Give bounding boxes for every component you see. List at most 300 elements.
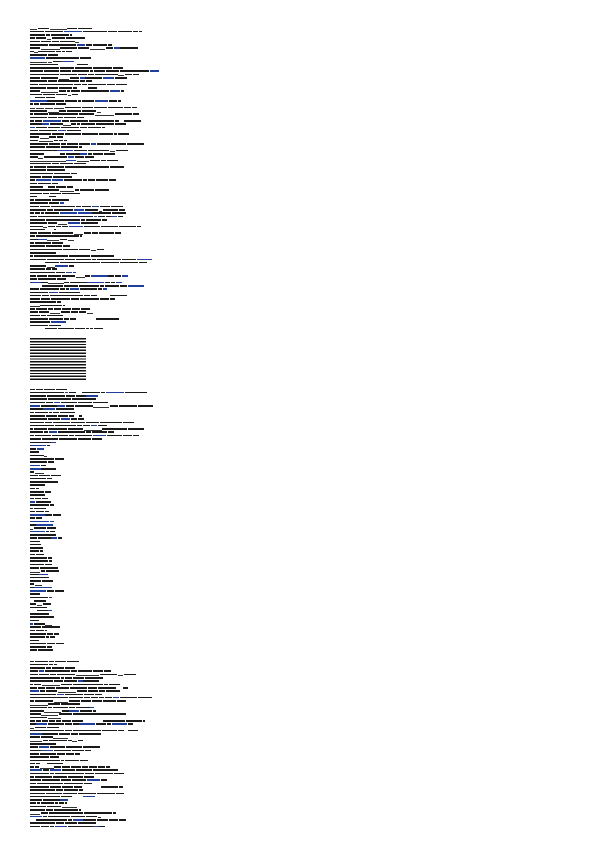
- text-run: [132, 428, 138, 430]
- link-text[interactable]: [58, 130, 66, 132]
- text-run: [133, 113, 139, 115]
- link-text[interactable]: [103, 288, 106, 290]
- text-run: [106, 259, 121, 261]
- text-run: [76, 395, 86, 397]
- text-run: [62, 199, 69, 201]
- link-text[interactable]: [51, 537, 57, 539]
- text-run: [30, 587, 34, 589]
- text-run: [49, 740, 63, 742]
- link-text[interactable]: [74, 209, 84, 211]
- link-text[interactable]: [39, 670, 44, 672]
- text-run: [34, 508, 46, 510]
- text-run: [44, 70, 59, 72]
- text-run: [109, 684, 120, 686]
- link-text[interactable]: [30, 816, 42, 818]
- text-run: [30, 123, 38, 125]
- text-run: [30, 140, 38, 142]
- text-run: [68, 819, 72, 821]
- link-text[interactable]: [114, 47, 120, 49]
- text-run: [96, 723, 106, 725]
- link-text[interactable]: [60, 212, 77, 214]
- text-run: [100, 422, 105, 424]
- text-run: [66, 809, 78, 811]
- text-run: [122, 259, 136, 261]
- text-run: [57, 84, 73, 86]
- text-run: [82, 766, 89, 768]
- link-text[interactable]: [77, 44, 85, 46]
- text-run: [92, 212, 111, 214]
- link-text[interactable]: [94, 216, 98, 218]
- text-run: [69, 697, 84, 699]
- text-run: [30, 541, 40, 543]
- link-text[interactable]: [39, 574, 47, 576]
- link-text[interactable]: [51, 442, 56, 444]
- link-text[interactable]: [78, 212, 92, 214]
- text-run: [41, 282, 47, 284]
- text-run: [30, 37, 35, 39]
- text-run: [64, 789, 78, 791]
- text-run: [58, 415, 69, 417]
- text-run: [49, 664, 53, 666]
- link-text[interactable]: [30, 501, 35, 503]
- text-run: [30, 163, 46, 165]
- text-run: [39, 613, 49, 615]
- link-text[interactable]: [93, 435, 106, 437]
- link-text[interactable]: [30, 769, 42, 771]
- text-run: [30, 90, 40, 92]
- text-run: [38, 232, 52, 234]
- text-run: [45, 564, 52, 566]
- text-run: [59, 713, 72, 715]
- text-run: [104, 670, 111, 672]
- text-run: [46, 730, 64, 732]
- link-text[interactable]: [30, 127, 35, 129]
- text-run: [36, 630, 44, 632]
- text-run: [57, 31, 63, 33]
- link-text[interactable]: [30, 531, 45, 533]
- text-run: [78, 418, 84, 420]
- text-run: [46, 793, 63, 795]
- text-run: [30, 315, 40, 317]
- text-run: [61, 703, 67, 705]
- link-text[interactable]: [55, 826, 67, 828]
- text-run: [34, 103, 39, 105]
- text-run: [46, 268, 51, 270]
- link-text[interactable]: [30, 733, 42, 735]
- link-text[interactable]: [30, 57, 45, 59]
- text-run: [70, 318, 77, 320]
- text-run: [50, 249, 62, 251]
- text-run: [30, 418, 47, 420]
- text-run: [39, 311, 50, 313]
- text-run: [90, 70, 94, 72]
- link-text[interactable]: [36, 723, 47, 725]
- link-text[interactable]: [50, 521, 54, 523]
- text-run: [48, 117, 57, 119]
- link-text[interactable]: [30, 282, 41, 284]
- link-text[interactable]: [66, 160, 76, 162]
- text-run: [34, 113, 49, 115]
- text-run: [45, 468, 56, 470]
- link-text[interactable]: [65, 392, 69, 394]
- text-run: [30, 398, 47, 400]
- link-text[interactable]: [48, 610, 52, 612]
- link-text[interactable]: [49, 431, 57, 433]
- text-run: [30, 272, 38, 274]
- text-run: [63, 249, 78, 251]
- text-run: [66, 37, 84, 39]
- link-text[interactable]: [61, 61, 74, 63]
- text-run: [45, 422, 53, 424]
- text-run: [66, 405, 75, 407]
- text-run: [102, 428, 117, 430]
- link-text[interactable]: [43, 120, 62, 122]
- text-run: [35, 242, 52, 244]
- text-run: [40, 103, 44, 105]
- text-run: [116, 150, 128, 152]
- text-run: [30, 146, 45, 148]
- text-run: [82, 107, 93, 109]
- text-run: [44, 431, 48, 433]
- text-run: [30, 193, 35, 195]
- text-run: [42, 626, 55, 628]
- text-run: [86, 422, 99, 424]
- text-run: [91, 295, 97, 297]
- text-run: [103, 713, 117, 715]
- link-text[interactable]: [49, 597, 52, 599]
- link-text[interactable]: [110, 90, 120, 92]
- text-run: [30, 547, 38, 549]
- link-text[interactable]: [73, 819, 83, 821]
- text-run: [105, 697, 112, 699]
- text-run: [71, 816, 86, 818]
- text-run: [104, 769, 117, 771]
- text-run: [94, 70, 105, 72]
- text-run: [30, 511, 35, 513]
- link-text[interactable]: [112, 723, 128, 725]
- link-text[interactable]: [137, 259, 152, 261]
- link-text[interactable]: [61, 418, 70, 420]
- text-run: [41, 812, 49, 814]
- link-text[interactable]: [30, 690, 39, 692]
- link-text[interactable]: [122, 275, 128, 277]
- text-run: [48, 226, 55, 228]
- text-run: [79, 733, 97, 735]
- text-run: [68, 113, 78, 115]
- text-run: [92, 431, 108, 433]
- text-run: [60, 408, 74, 410]
- text-run: [74, 786, 82, 788]
- text-run: [49, 44, 64, 46]
- link-text[interactable]: [36, 524, 53, 526]
- text-run: [73, 87, 77, 89]
- text-run: [75, 67, 93, 69]
- text-run: [43, 603, 52, 605]
- text-run: [102, 127, 105, 129]
- text-run: [34, 442, 50, 444]
- text-run: [30, 206, 39, 208]
- link-text[interactable]: [30, 623, 33, 625]
- link-text[interactable]: [70, 288, 80, 290]
- text-run: [30, 560, 48, 562]
- text-run: [108, 107, 123, 109]
- text-run: [66, 153, 80, 155]
- text-run: [41, 315, 47, 317]
- text-run: [57, 216, 75, 218]
- text-run: [85, 677, 103, 679]
- text-run: [62, 226, 68, 228]
- text-run: [38, 697, 49, 699]
- text-run: [30, 710, 44, 712]
- link-text[interactable]: [30, 100, 47, 102]
- text-run: [30, 80, 47, 82]
- link-text[interactable]: [90, 707, 94, 709]
- text-run: [118, 713, 125, 715]
- text-run: [62, 193, 81, 195]
- text-run: [38, 278, 56, 280]
- link-text[interactable]: [91, 275, 108, 277]
- link-text[interactable]: [93, 826, 98, 828]
- text-run: [36, 819, 52, 821]
- link-text[interactable]: [92, 206, 99, 208]
- link-text[interactable]: [30, 405, 40, 407]
- link-text[interactable]: [69, 710, 79, 712]
- link-text[interactable]: [30, 445, 46, 447]
- text-run: [83, 31, 88, 33]
- text-run: [83, 179, 88, 181]
- link-text[interactable]: [60, 799, 68, 801]
- text-run: [47, 646, 52, 648]
- link-text[interactable]: [95, 100, 108, 102]
- text-run: [45, 491, 51, 493]
- link-text[interactable]: [116, 282, 123, 284]
- text-run: [30, 389, 35, 391]
- link-text[interactable]: [64, 31, 82, 33]
- text-run: [30, 84, 38, 86]
- link-text[interactable]: [150, 70, 159, 72]
- text-run: [48, 127, 60, 129]
- link-text[interactable]: [50, 769, 62, 771]
- text-run: [77, 320, 95, 321]
- text-run: [30, 408, 43, 410]
- text-run: [30, 583, 34, 585]
- link-text[interactable]: [128, 285, 144, 287]
- link-text[interactable]: [36, 179, 52, 181]
- text-run: [105, 74, 117, 76]
- text-run: [64, 282, 69, 284]
- text-run: [41, 570, 46, 572]
- link-text[interactable]: [57, 694, 65, 696]
- text-run: [30, 773, 40, 775]
- text-run: [100, 285, 104, 287]
- text-run: [53, 707, 68, 709]
- link-text[interactable]: [49, 292, 59, 294]
- text-run: [30, 717, 47, 719]
- text-run: [30, 44, 48, 46]
- text-run: [45, 31, 57, 33]
- text-run: [30, 597, 48, 599]
- text-run: [48, 275, 61, 277]
- link-text[interactable]: [68, 222, 80, 224]
- text-run: [76, 216, 93, 218]
- text-run: [30, 776, 34, 778]
- text-run: [57, 753, 65, 755]
- text-run: [30, 793, 45, 795]
- text-run: [71, 766, 81, 768]
- link-text[interactable]: [87, 282, 103, 284]
- link-text[interactable]: [57, 150, 73, 152]
- text-run: [56, 226, 61, 228]
- text-run: [43, 740, 48, 742]
- link-text[interactable]: [30, 468, 41, 470]
- text-run: [93, 166, 108, 168]
- text-run: [60, 412, 76, 414]
- text-run: [49, 560, 52, 562]
- text-run: [70, 687, 87, 689]
- link-text[interactable]: [79, 723, 95, 725]
- text-run: [51, 206, 58, 208]
- link-text[interactable]: [51, 321, 66, 323]
- text-run: [105, 282, 111, 284]
- text-run: [65, 667, 75, 669]
- text-run: [30, 143, 48, 145]
- text-run: [99, 133, 113, 135]
- text-run: [35, 776, 53, 778]
- text-run: [75, 435, 93, 437]
- text-run: [30, 760, 45, 762]
- text-run: [47, 527, 56, 529]
- text-run: [56, 687, 70, 689]
- text-run: [65, 677, 72, 679]
- text-run: [72, 398, 84, 400]
- link-text[interactable]: [73, 272, 77, 274]
- text-run: [77, 425, 83, 427]
- text-run: [50, 636, 55, 638]
- link-text[interactable]: [113, 697, 119, 699]
- link-text[interactable]: [80, 77, 85, 79]
- text-run: [71, 311, 78, 313]
- text-run: [81, 123, 95, 125]
- link-text[interactable]: [42, 123, 49, 125]
- text-run: [30, 422, 44, 424]
- text-run: [35, 766, 39, 768]
- text-run: [83, 819, 96, 821]
- link-text[interactable]: [43, 408, 55, 410]
- text-run: [52, 163, 59, 165]
- text-run: [118, 428, 126, 430]
- text-run: [101, 249, 103, 251]
- link-text[interactable]: [66, 272, 72, 274]
- text-run: [100, 298, 109, 300]
- text-run: [30, 694, 40, 696]
- link-text[interactable]: [54, 402, 60, 404]
- text-run: [61, 677, 65, 679]
- link-text[interactable]: [106, 392, 124, 394]
- link-text[interactable]: [60, 202, 64, 204]
- link-text[interactable]: [57, 405, 65, 407]
- text-run: [82, 206, 91, 208]
- text-run: [120, 262, 139, 264]
- link-text[interactable]: [83, 796, 96, 798]
- text-run: [30, 779, 41, 781]
- text-run: [78, 28, 92, 30]
- link-text[interactable]: [78, 680, 83, 682]
- text-run: [46, 415, 57, 417]
- text-run: [68, 740, 72, 742]
- text-run: [59, 292, 73, 294]
- text-run: [30, 471, 34, 473]
- link-text[interactable]: [52, 179, 63, 181]
- link-text[interactable]: [69, 226, 83, 228]
- text-run: [75, 328, 85, 330]
- text-run: [66, 288, 69, 290]
- link-text[interactable]: [30, 521, 49, 523]
- link-text[interactable]: [30, 465, 40, 467]
- text-run: [61, 127, 80, 129]
- text-run: [36, 425, 54, 427]
- text-run: [120, 697, 137, 699]
- text-run: [48, 54, 52, 56]
- text-run: [54, 308, 61, 310]
- link-text[interactable]: [87, 779, 100, 781]
- text-run: [115, 77, 124, 79]
- text-run: [59, 90, 66, 92]
- link-text[interactable]: [103, 77, 115, 79]
- text-run: [30, 428, 33, 430]
- link-text[interactable]: [34, 587, 51, 589]
- text-run: [118, 216, 123, 218]
- text-run: [30, 524, 36, 526]
- text-run: [68, 776, 83, 778]
- text-run: [113, 720, 124, 722]
- link-text[interactable]: [37, 448, 44, 450]
- text-run: [56, 789, 64, 791]
- link-text[interactable]: [30, 514, 45, 516]
- link-text[interactable]: [38, 239, 46, 241]
- text-run: [30, 196, 37, 198]
- link-text[interactable]: [80, 153, 86, 155]
- link-text[interactable]: [86, 395, 97, 397]
- text-run: [72, 779, 86, 781]
- text-run: [64, 318, 69, 320]
- link-text[interactable]: [30, 590, 46, 592]
- link-text[interactable]: [41, 750, 53, 752]
- text-run: [113, 226, 118, 228]
- text-run: [86, 328, 89, 330]
- text-run: [46, 163, 51, 165]
- text-run: [30, 607, 47, 609]
- text-run: [30, 136, 39, 138]
- text-run: [38, 51, 54, 53]
- text-run: [30, 766, 34, 768]
- text-run: [30, 809, 45, 811]
- link-text[interactable]: [91, 425, 98, 427]
- text-run: [116, 793, 123, 795]
- link-text[interactable]: [68, 156, 75, 158]
- text-run: [46, 57, 61, 59]
- link-text[interactable]: [55, 265, 68, 267]
- text-run: [107, 435, 122, 437]
- text-run: [119, 209, 125, 211]
- link-text[interactable]: [91, 143, 96, 145]
- text-run: [30, 713, 41, 715]
- link-text[interactable]: [39, 746, 49, 748]
- text-run: [30, 74, 44, 76]
- text-run: [30, 730, 46, 732]
- text-run: [30, 103, 33, 105]
- text-run: [40, 753, 57, 755]
- link-text[interactable]: [111, 216, 117, 218]
